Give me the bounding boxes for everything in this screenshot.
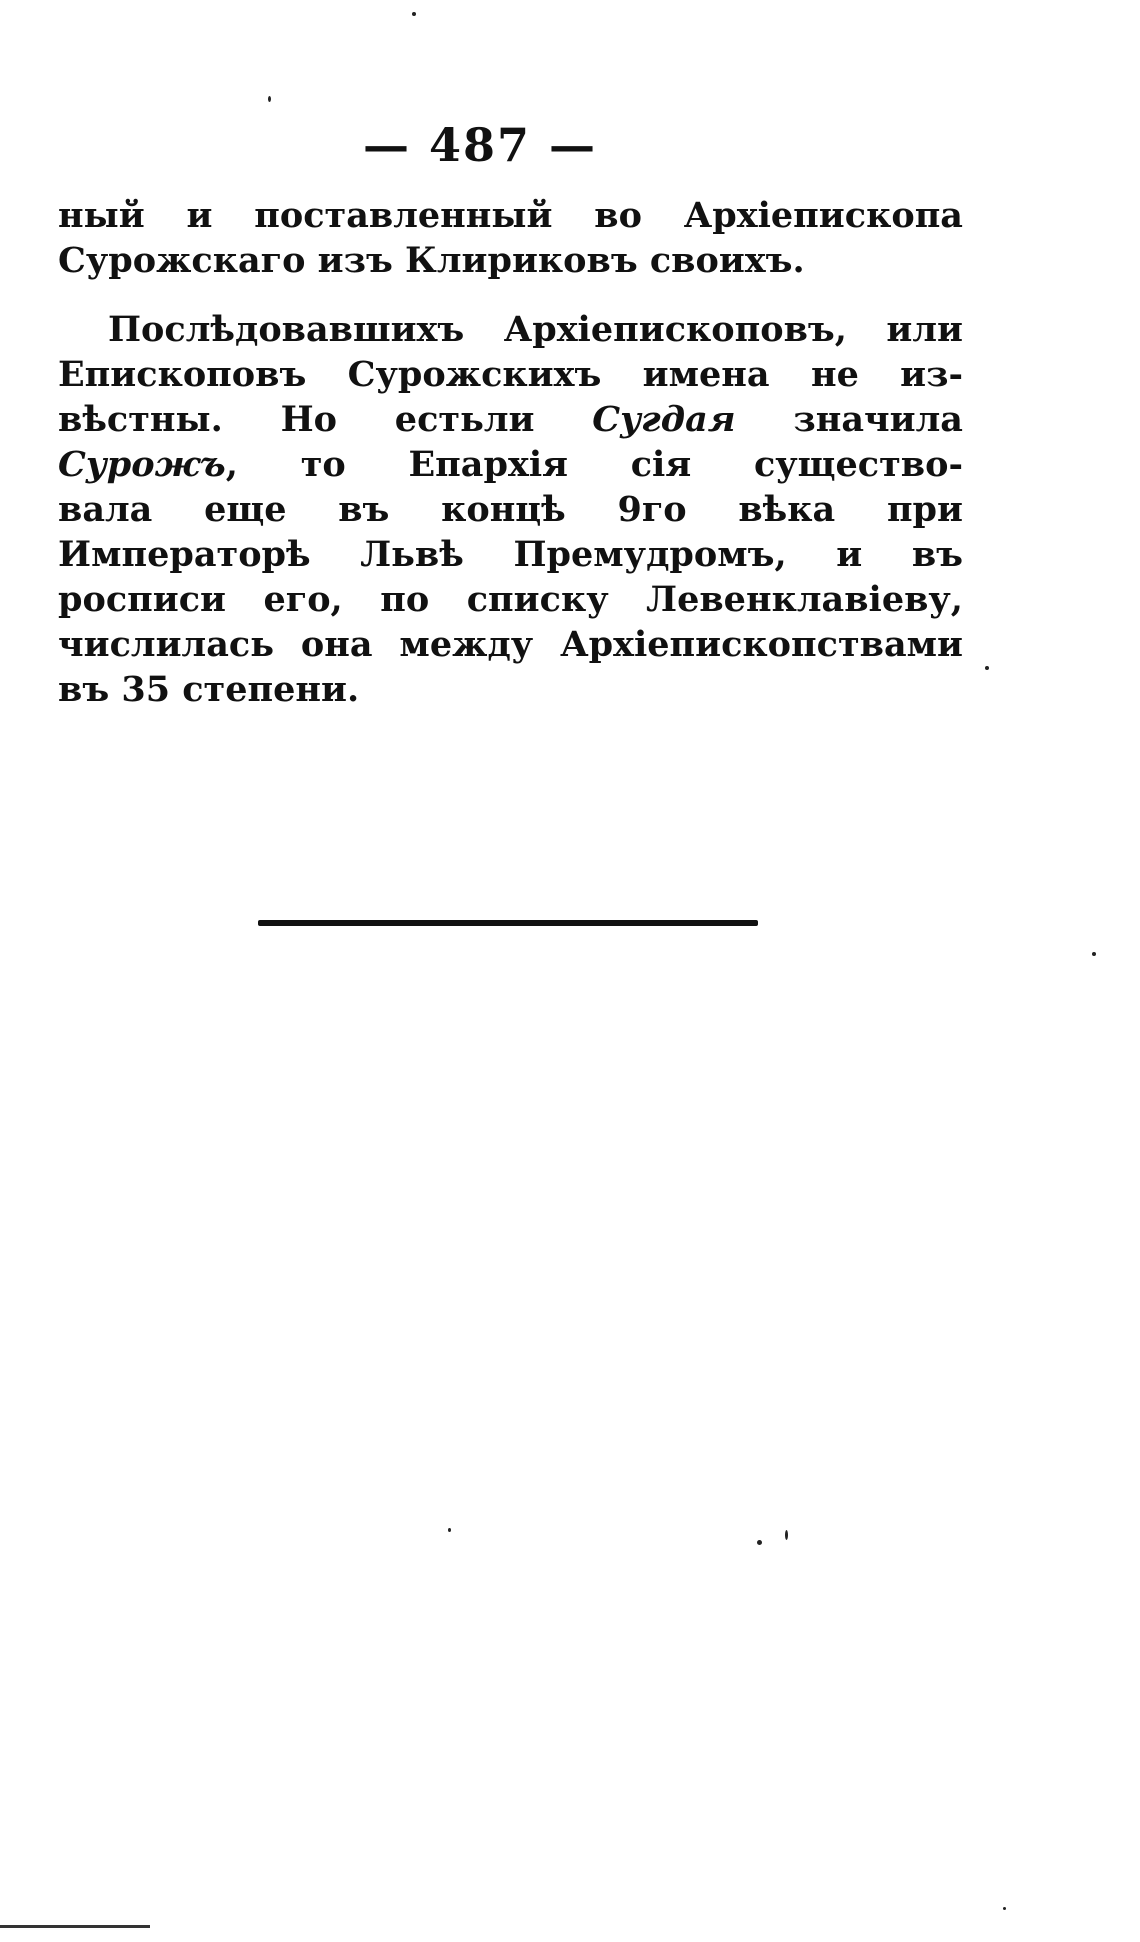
text-line bbox=[58, 442, 963, 487]
page-number: — 487 — bbox=[362, 118, 598, 172]
text-line: числилась она между Архіепископствами bbox=[58, 624, 963, 665]
text-line: Сурожскаго изъ Клириковъ своихъ. bbox=[58, 240, 805, 281]
paragraph-main bbox=[58, 307, 963, 712]
print-speck bbox=[1003, 1907, 1006, 1910]
text-line: вала еще въ концѣ 9го вѣка при bbox=[58, 489, 963, 530]
print-speck bbox=[412, 12, 416, 16]
text-segment: значила bbox=[793, 399, 963, 440]
print-speck bbox=[985, 666, 989, 670]
text-line: Епископовъ Сурожскихъ имена не из- bbox=[58, 354, 963, 395]
section-divider-rule bbox=[258, 920, 758, 926]
print-speck bbox=[1092, 952, 1096, 956]
italic-word: Сугдая bbox=[592, 399, 736, 440]
text-line: въ 35 степени. bbox=[58, 669, 360, 710]
edge-mark bbox=[0, 1925, 150, 1928]
text-line: ный и поставленный во Архіепископа bbox=[58, 195, 963, 236]
text-line: росписи его, по списку Левенклавіеву, bbox=[58, 579, 963, 620]
text-line: Послѣдовавшихъ Архіепископовъ, или bbox=[108, 309, 963, 350]
print-speck bbox=[785, 1530, 788, 1540]
paragraph-continuation bbox=[58, 193, 963, 283]
text-segment: вѣстны. Но естьли bbox=[58, 399, 535, 440]
print-speck bbox=[448, 1528, 451, 1532]
italic-word: Сурожъ bbox=[58, 444, 226, 485]
text-line: Императорѣ Львѣ Премудромъ, и въ bbox=[58, 534, 963, 575]
text-segment: , то Епархія сія существо- bbox=[225, 444, 963, 485]
print-speck bbox=[268, 96, 271, 102]
print-speck bbox=[757, 1540, 762, 1545]
text-line bbox=[58, 397, 963, 442]
